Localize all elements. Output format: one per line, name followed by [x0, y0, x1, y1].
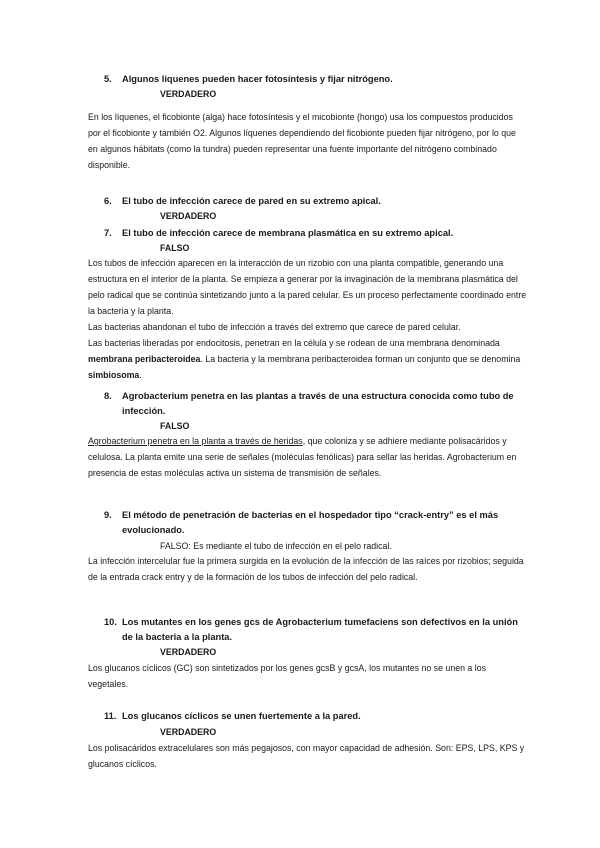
question-text: Los glucanos cíclicos se unen fuertemente a la pared.	[122, 711, 361, 721]
underlined-statement: Agrobacterium penetra en la planta a través de heridas	[88, 436, 303, 446]
question-11	[104, 709, 524, 724]
question-number: 6.	[104, 196, 112, 206]
answer-10: VERDADERO	[160, 647, 217, 657]
question-10	[104, 615, 524, 645]
explanation-7-p3	[88, 338, 520, 380]
question-number: 8.	[104, 391, 112, 401]
answer-5: VERDADERO	[160, 89, 217, 99]
question-7	[104, 226, 524, 241]
question-text: El tubo de infección carece de pared en su extremo apical.	[122, 196, 381, 206]
explanation-7-p1: Los tubos de infección aparecen en la interacción de un rizobio con una planta compatible, generando una estructura en el interior de la planta. Se empieza a generar por la invaginación de la membrana plasmática del pelo radical que se continúa sintetizando junto a la pared celular. Es un proceso perfectamente coordinado entre la bacteria y la planta.	[88, 258, 527, 316]
answer-8: FALSO	[160, 421, 190, 431]
question-text: El método de penetración de bacterias en el hospedador tipo “crack-entry” es el más evolucionado.	[122, 510, 499, 535]
question-number: 10.	[104, 617, 117, 627]
question-text: Agrobacterium penetra en las plantas a través de una estructura conocida como tubo de infección.	[122, 391, 514, 416]
explanation-5: En los líquenes, el ficobionte (alga) hace fotosíntesis y el micobionte (hongo) usa los compuestos producidos por el ficobionte y también O2. Algunos líquenes dependiendo del ficobionte pueden fijar nitrógeno, por lo que en algunos hábitats (como la tundra) pueden representar una fuente importante del nitrógeno combinado disponible.	[88, 112, 516, 170]
text-run: . La bacteria y la membrana peribacteroidea forman un conjunto que se denomina	[200, 354, 521, 364]
question-number: 11.	[104, 711, 117, 721]
question-number: 7.	[104, 228, 112, 238]
explanation-7	[88, 255, 528, 383]
explanation-10: Los glucanos cíclicos (GC) son sintetizados por los genes gcsB y gcsA, los mutantes no se unen a los vegetales.	[88, 663, 487, 689]
explanation-8	[88, 433, 528, 481]
term-simbiosoma: simbiosoma	[88, 370, 140, 380]
question-6	[104, 194, 524, 209]
text-run: .	[139, 370, 142, 380]
explanation-11: Los polisacáridos extracelulares son más pegajosos, con mayor capacidad de adhesión. Son: EPS, LPS, KPS y glucanos cíclicos.	[88, 743, 525, 769]
answer-7: FALSO	[160, 243, 190, 253]
question-number: 9.	[104, 510, 112, 520]
question-9	[104, 508, 524, 538]
question-text: Los mutantes en los genes gcs de Agrobacterium tumefaciens son defectivos en la unión de la bacteria a la planta.	[122, 617, 518, 642]
answer-11: VERDADERO	[160, 727, 217, 737]
question-number: 5.	[104, 74, 112, 84]
term-membrana-peribacteroidea: membrana peribacteroidea	[88, 354, 201, 364]
text-run: Las bacterias liberadas por endocitosis, penetran en la célula y se rodean de una membrana denominada	[88, 338, 500, 348]
question-8	[104, 389, 524, 419]
explanation-9: La infección intercelular fue la primera surgida en la evolución de la infección de las raíces por rizobios; seguida de la entrada crack entry y de la formación de los tubos de infección del pelo radical.	[88, 556, 524, 582]
text-run: , que coloniza y se adhiere mediante polisacáridos y celulosa. La planta emite una serie de señales (moléculas fenólicas) para sellar las heridas. Agrobacterium en presencia de estas moléculas activa un sistema de transmisión de señales.	[88, 436, 517, 478]
answer-6: VERDADERO	[160, 211, 217, 221]
question-5	[104, 72, 524, 87]
answer-9: FALSO: Es mediante el tubo de infección en el pelo radical.	[160, 541, 392, 551]
question-text: Algunos líquenes pueden hacer fotosíntesis y fijar nitrógeno.	[122, 74, 393, 84]
explanation-7-p2: Las bacterias abandonan el tubo de infección a través del extremo que carece de pared celular.	[88, 322, 461, 332]
question-text: El tubo de infección carece de membrana plasmática en su extremo apical.	[122, 228, 454, 238]
